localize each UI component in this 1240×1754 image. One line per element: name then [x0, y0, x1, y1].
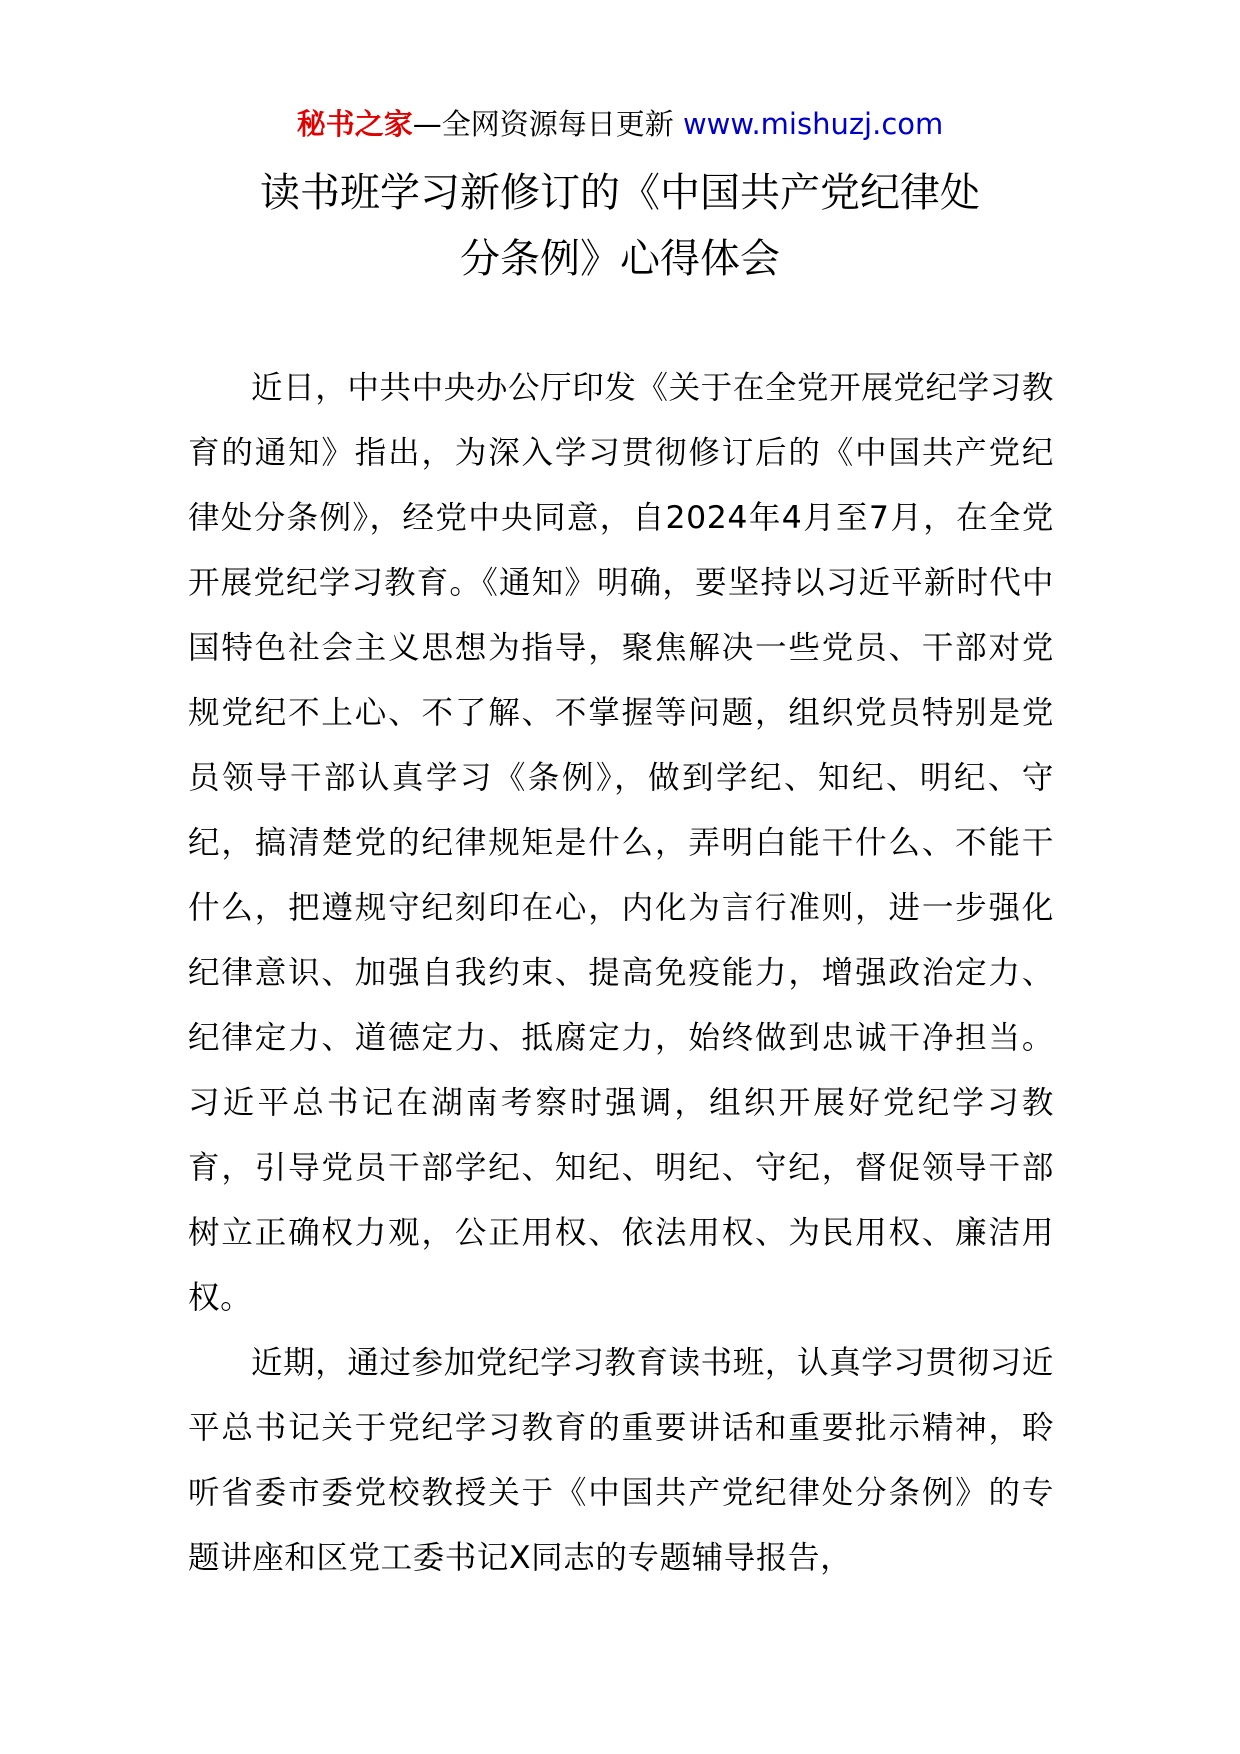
document-title — [150, 160, 1090, 292]
site-url-link[interactable]: www.mishuzj.com — [682, 107, 944, 141]
site-header — [0, 100, 1240, 148]
site-slogan: —全网资源每日更新 — [412, 107, 674, 141]
document-body — [188, 356, 1054, 1591]
document-title-line-2: 分条例》心得体会 — [460, 236, 780, 282]
site-brand: 秘书之家 — [296, 107, 413, 141]
document-title-line-1: 读书班学习新修订的《中国共产党纪律处 — [260, 170, 980, 216]
body-paragraph-1: 近日，中共中央办公厅印发《关于在全党开展党纪学习教育的通知》指出，为深入学习贯彻修订后的《中国共产党纪律处分条例》，经党中央同意，自2024年4月至7月，在全党开展党纪学习教育。《通知》明确，要坚持以习近平新时代中国特色社会主义思想为指导，聚焦解决一些党员、干部对党规党纪不上心、不了解、不掌握等问题，组织党员特别是党员领导干部认真学习《条例》，做到学纪、知纪、明纪、守纪，搞清楚党的纪律规矩是什么，弄明白能干什么、不能干什么，把遵规守纪刻印在心，内化为言行准则，进一步强化纪律意识、加强自我约束、提高免疫能力，增强政治定力、纪律定力、道德定力、抵腐定力，始终做到忠诚干净担当。习近平总书记在湖南考察时强调，组织开展好党纪学习教育，引导党员干部学纪、知纪、明纪、守纪，督促领导干部树立正确权力观，公正用权、依法用权、为民用权、廉洁用权。 — [188, 370, 1054, 1316]
body-paragraph-2: 近期，通过参加党纪学习教育读书班，认真学习贯彻习近平总书记关于党纪学习教育的重要讲话和重要批示精神，聆听省委市委党校教授关于《中国共产党纪律处分条例》的专题讲座和区党工委书记X同志的专题辅导报告， — [188, 1345, 1054, 1576]
